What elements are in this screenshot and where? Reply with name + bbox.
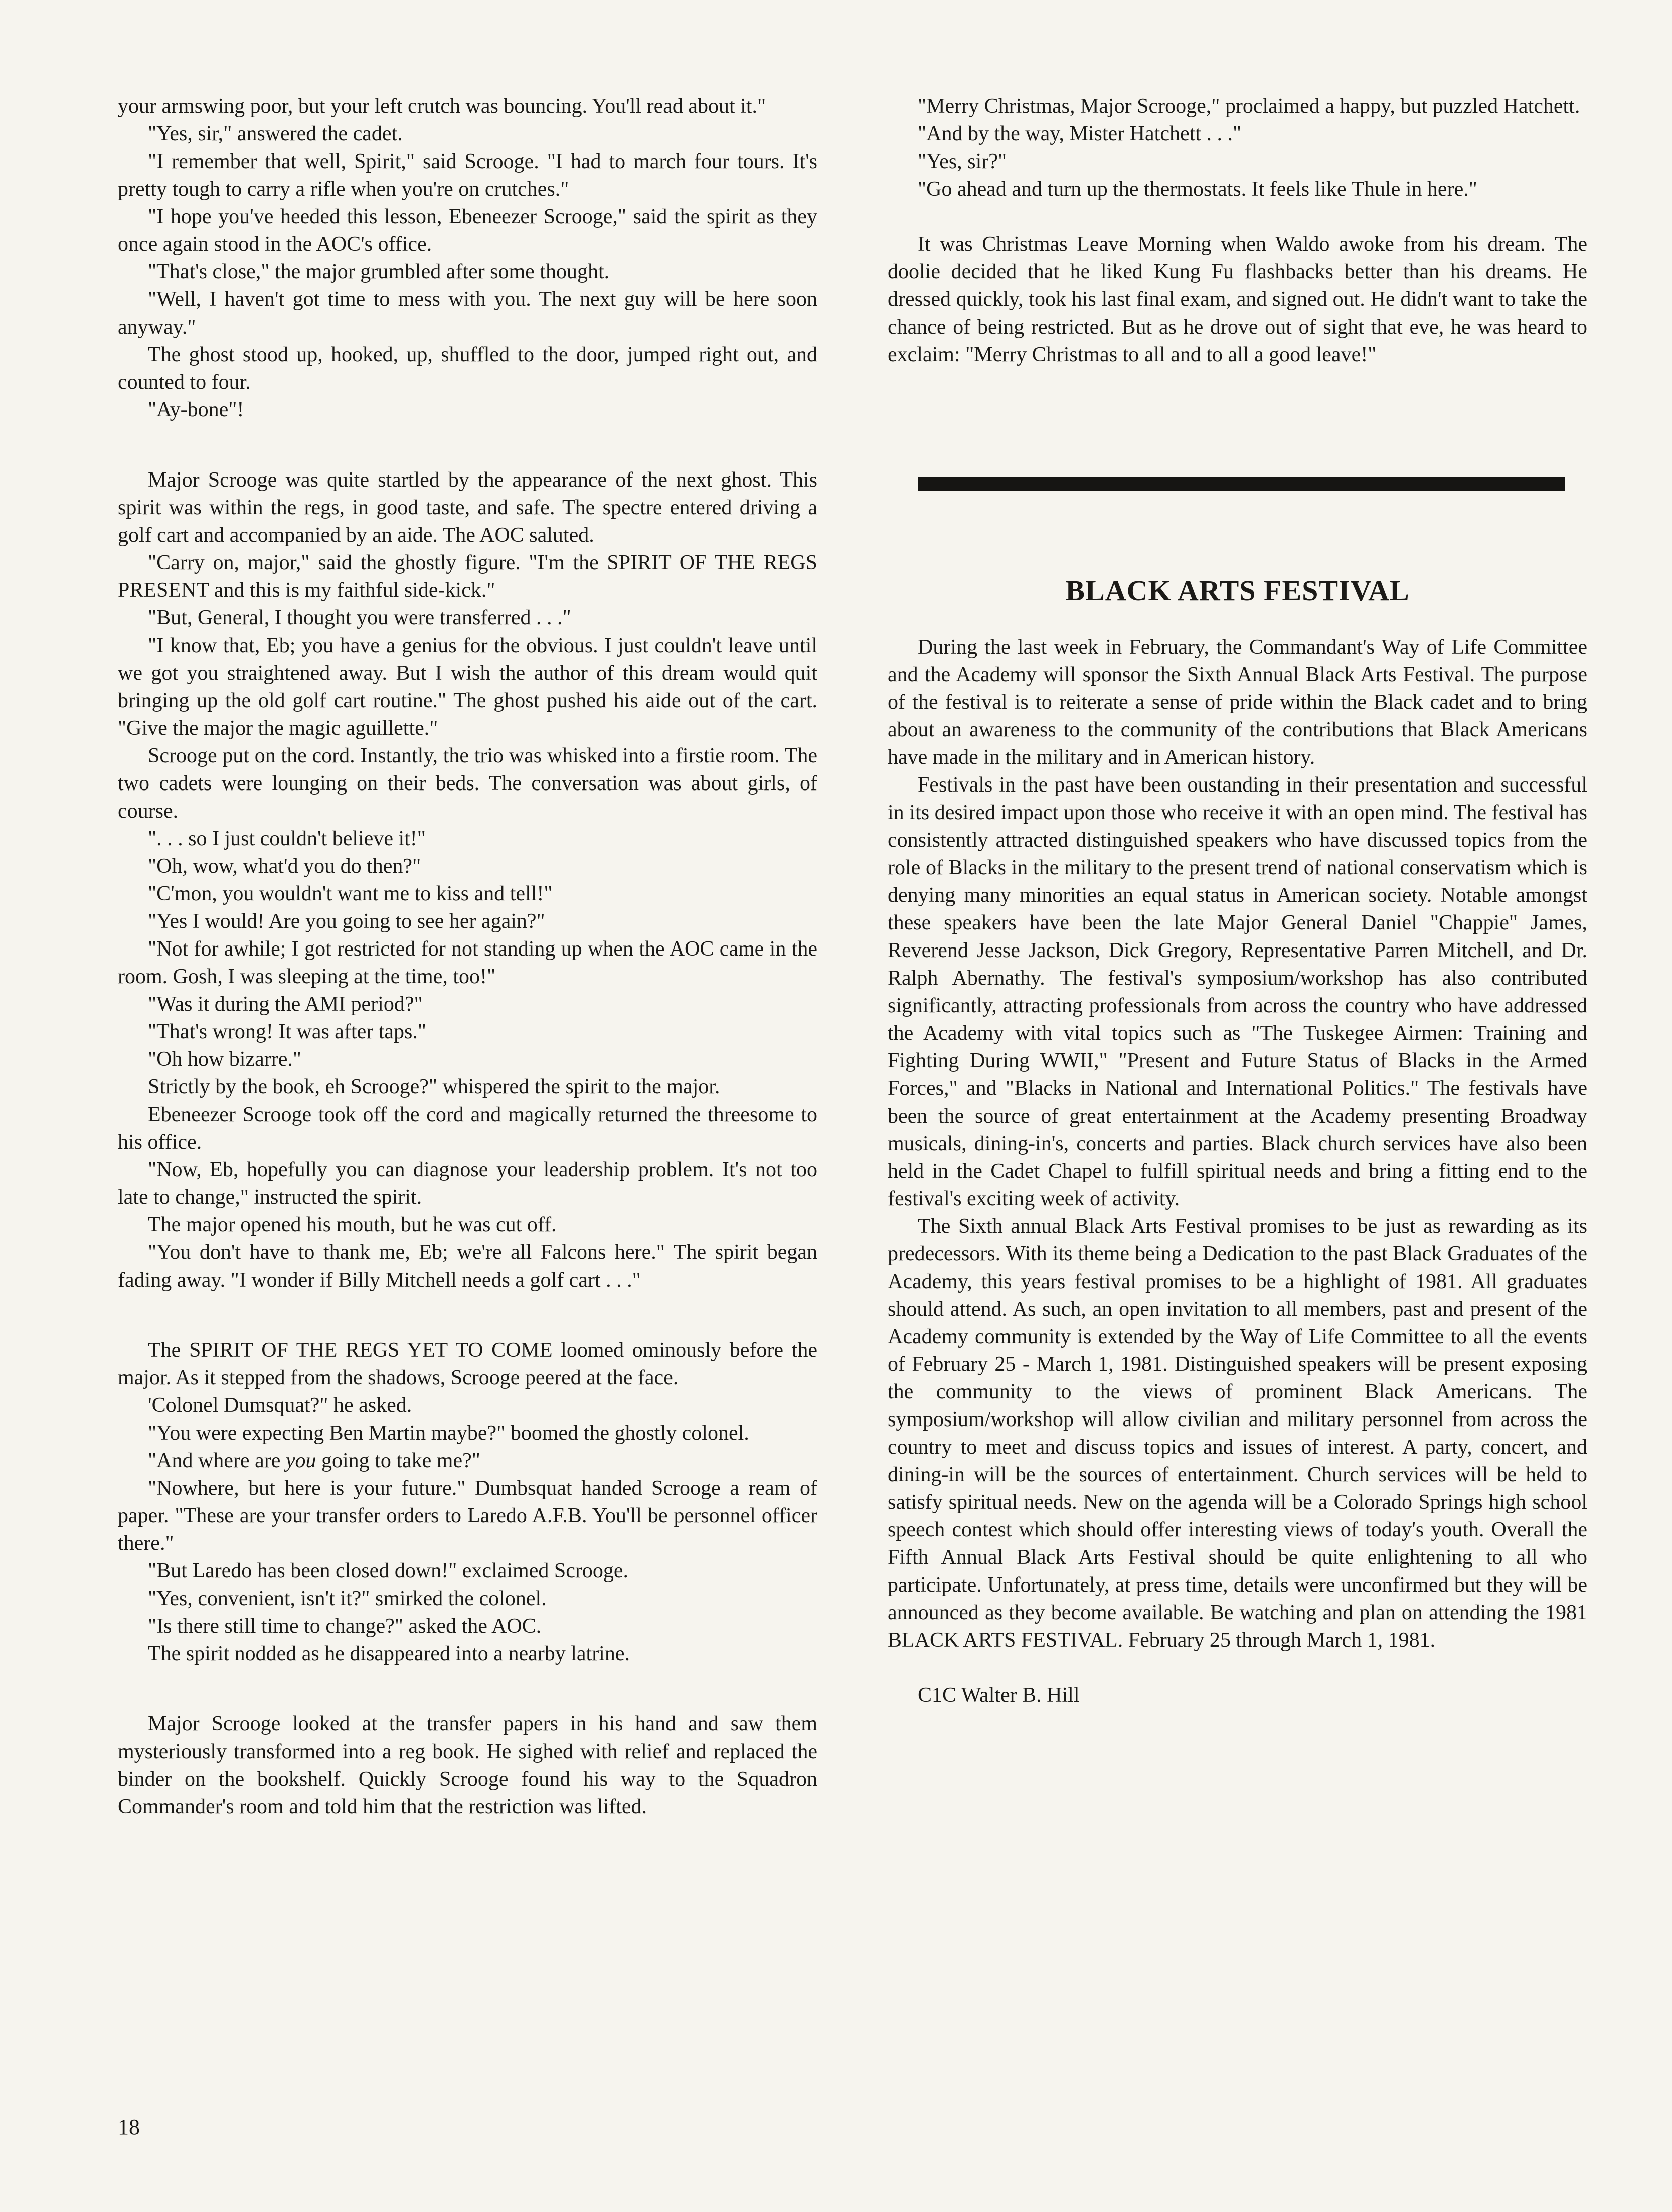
paragraph: 'Colonel Dumsquat?" he asked.	[148, 1394, 412, 1417]
paragraph: Ebeneezer Scrooge took off the cord and magically returned the threesome to his office.	[118, 1103, 817, 1154]
spacer	[888, 1654, 1587, 1682]
paragraph: "Is there still time to change?" asked the AOC.	[148, 1615, 542, 1638]
paragraph: Scrooge put on the cord. Instantly, the trio was whisked into a firstie room. The two cadets were lounging on their beds. The conversation was about girls, of course.	[118, 744, 817, 823]
paragraph: ". . . so I just couldn't believe it!"	[148, 827, 426, 850]
paragraph: "I hope you've heeded this lesson, Ebeneezer Scrooge," said the spirit as they once again stood in the AOC's office.	[118, 205, 817, 256]
story-section-4	[118, 1710, 817, 1821]
article-body	[888, 634, 1587, 1654]
paragraph: Strictly by the book, eh Scrooge?" whispered the spirit to the major.	[148, 1075, 720, 1098]
section-gap	[118, 1668, 817, 1710]
paragraph: your armswing poor, but your left crutch was bouncing. You'll read about it."	[118, 95, 766, 118]
paragraph	[118, 1447, 817, 1475]
paragraph: "Ay-bone"!	[148, 398, 244, 421]
paragraph: "And by the way, Mister Hatchett . . ."	[918, 122, 1242, 145]
paragraph: During the last week in February, the Commandant's Way of Life Committee and the Academy will sponsor the Sixth Annual Black Arts Festival. The purpose of the festival is to reiterate a sense of pride within the Black cadet and to bring about an awareness to the community of the contributions that Black Americans have made in the military and in American history.	[888, 636, 1587, 769]
left-column	[118, 93, 817, 1821]
paragraph: "Oh how bizarre."	[148, 1048, 302, 1071]
paragraph: Festivals in the past have been oustanding in their presentation and successful in its desired impact upon those who receive it with an open mind. The festival has consistently attracted distinguished speakers who have discussed topics from the role of Blacks in the military to the present trend of national conservatism which is denying many minorities an equal status in American society. Notable amongst these speakers have been the late Major General Daniel "Chappie" James, Reverend Jesse Jackson, Dick Gregory, Representative Parren Mitchell, and Dr. Ralph Abernathy. The festival's symposium/workshop has also contributed significantly, attracting professionals from across the country who have addressed the Academy with vital topics such as "The Tuskegee Airmen: Training and Fighting During WWII," "Present and Future Status of Blacks in the Armed Forces," and "Blacks in National and International Politics." The festivals have been the source of great entertainment at the Academy presenting Broadway musicals, dining-in's, concerts and parties. Black church services have also been held in the Cadet Chapel to fulfill spiritual needs and bring a fitting end to the festival's exciting week of activity.	[888, 773, 1587, 1210]
paragraph: "Yes, sir," answered the cadet.	[148, 122, 403, 145]
paragraph: "But Laredo has been closed down!" exclaimed Scrooge.	[148, 1559, 628, 1583]
paragraph: "That's wrong! It was after taps."	[148, 1020, 427, 1043]
paragraph: The major opened his mouth, but he was cut off.	[148, 1213, 557, 1236]
paragraph: It was Christmas Leave Morning when Waldo awoke from his dream. The doolie decided that he liked Kung Fu flashbacks better than his dreams. He dressed quickly, took his last final exam, and signed out. He didn't want to take the chance of being restricted. But as he drove out of sight that eve, he was heard to exclaim: "Merry Christmas to all and to all a good leave!"	[888, 233, 1587, 366]
paragraph: "C'mon, you wouldn't want me to kiss and tell!"	[148, 882, 553, 905]
story-section-1	[118, 93, 817, 424]
article-title: BLACK ARTS FESTIVAL	[1065, 574, 1410, 607]
section-gap	[118, 1294, 817, 1337]
paragraph: The ghost stood up, hooked, up, shuffled to the door, jumped right out, and counted to four.	[118, 343, 817, 394]
paragraph: Major Scrooge was quite startled by the appearance of the next ghost. This spirit was within the regs, in good taste, and safe. The spectre entered driving a golf cart and accompanied by an aide. The AOC saluted.	[118, 468, 817, 547]
story-section-3	[118, 1337, 817, 1668]
paragraph: "Yes, sir?"	[918, 150, 1007, 173]
paragraph: "Merry Christmas, Major Scrooge," proclaimed a happy, but puzzled Hatchett.	[918, 95, 1580, 118]
right-column	[888, 93, 1587, 1709]
paragraph: "Was it during the AMI period?"	[148, 993, 423, 1016]
paragraph: "Oh, wow, what'd you do then?"	[148, 855, 421, 878]
spacer	[888, 369, 1587, 477]
paragraph: The Sixth annual Black Arts Festival promises to be just as rewarding as its predecessors. With its theme being a Dedication to the past Black Graduates of the Academy, this years festival promises to be a highlight of 1981. All graduates should attend. As such, an open invitation to all members, past and present of the Academy community is extended by the Way of Life Committee to all the events of February 25 - March 1, 1981. Distinguished speakers will be present exposing the community to the views of prominent Black Americans. The symposium/workshop will allow civilian and military personnel from across the country to meet and discuss topics and issues of interest. A party, concert, and dining-in will be the sources of entertainment. Church services will be held to satisfy spiritual needs. New on the agenda will be a Colorado Springs high school speech contest which should offer interesting views of today's youth. Overall the Fifth Annual Black Arts Festival should be quite enlightening to all who participate. Unfortunately, at press time, details were unconfirmed but they will be announced as they become available. Be watching and plan on attending the 1981 BLACK ARTS FESTIVAL. February 25 through March 1, 1981.	[888, 1215, 1587, 1652]
story-ending-1	[888, 93, 1587, 203]
text-run: going to take me?"	[316, 1449, 480, 1472]
divider-rule	[918, 477, 1565, 491]
story-section-2	[118, 466, 817, 1294]
paragraph: "Well, I haven't got time to mess with you. The next guy will be here soon anyway."	[118, 288, 817, 339]
paragraph: "I know that, Eb; you have a genius for the obvious. I just couldn't leave until we got you straightened away. But I wish the author of this dream would quit bringing up the old golf cart routine." The ghost pushed his aide out of the cart. "Give the major the magic aguillette."	[118, 634, 817, 740]
story-ending-2	[888, 231, 1587, 369]
emphasis-text: you	[285, 1449, 316, 1472]
paragraph: "You were expecting Ben Martin maybe?" boomed the ghostly colonel.	[148, 1421, 749, 1445]
paragraph: "I remember that well, Spirit," said Scrooge. "I had to march four tours. It's pretty tough to carry a rifle when you're on crutches."	[118, 150, 817, 201]
paragraph: "Carry on, major," said the ghostly figure. "I'm the SPIRIT OF THE REGS PRESENT and this is my faithful side-kick."	[118, 551, 817, 602]
paragraph: "Now, Eb, hopefully you can diagnose your leadership problem. It's not too late to change," instructed the spirit.	[118, 1158, 817, 1209]
section-gap	[888, 203, 1587, 231]
text-run: "And where are	[148, 1449, 286, 1472]
spacer	[888, 608, 1587, 634]
paragraph: The spirit nodded as he disappeared into a nearby latrine.	[148, 1642, 630, 1665]
author-byline: C1C Walter B. Hill	[918, 1684, 1080, 1707]
paragraph: "You don't have to thank me, Eb; we're all Falcons here." The spirit began fading away. "I wonder if Billy Mitchell needs a golf cart . . ."	[118, 1241, 817, 1292]
spacer	[888, 491, 1587, 573]
paragraph: "Yes, convenient, isn't it?" smirked the colonel.	[148, 1587, 547, 1610]
paragraph: "Not for awhile; I got restricted for not standing up when the AOC came in the room. Gosh, I was sleeping at the time, too!"	[118, 937, 817, 988]
paragraph: "Yes I would! Are you going to see her again?"	[148, 910, 545, 933]
paragraph: "That's close," the major grumbled after some thought.	[148, 260, 610, 283]
paragraph: Major Scrooge looked at the transfer papers in his hand and saw them mysteriously transformed into a reg book. He sighed with relief and replaced the binder on the bookshelf. Quickly Scrooge found his way to the Squadron Commander's room and told him that the restriction was lifted.	[118, 1712, 817, 1818]
section-gap	[118, 424, 817, 466]
paragraph: The SPIRIT OF THE REGS YET TO COME loomed ominously before the major. As it stepped from the shadows, Scrooge peered at the face.	[118, 1339, 817, 1389]
page-number: 18	[118, 2115, 140, 2139]
paragraph: "Nowhere, but here is your future." Dumbsquat handed Scrooge a ream of paper. "These are your transfer orders to Laredo A.F.B. You'll be personnel officer there."	[118, 1477, 817, 1555]
paragraph: "But, General, I thought you were transferred . . ."	[148, 606, 571, 629]
paragraph: "Go ahead and turn up the thermostats. It feels like Thule in here."	[918, 178, 1477, 201]
